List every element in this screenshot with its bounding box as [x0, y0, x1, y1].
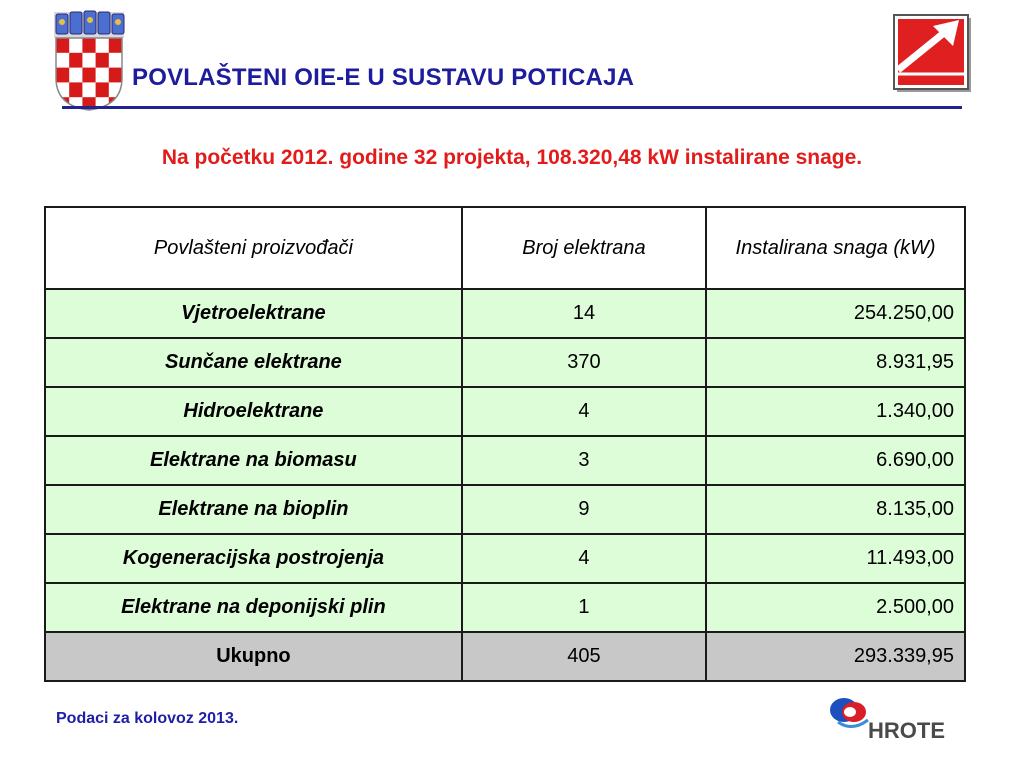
producer-category: Elektrane na deponijski plin: [45, 583, 462, 632]
installed-power: 2.500,00: [706, 583, 965, 632]
producer-category: Vjetroelektrane: [45, 289, 462, 338]
producer-category: Elektrane na biomasu: [45, 436, 462, 485]
installed-power: 8.135,00: [706, 485, 965, 534]
plant-count: 9: [462, 485, 706, 534]
installed-power: 254.250,00: [706, 289, 965, 338]
installed-power: 8.931,95: [706, 338, 965, 387]
producer-category: Sunčane elektrane: [45, 338, 462, 387]
hrote-logo-text: HROTE: [868, 718, 945, 743]
plant-count: 370: [462, 338, 706, 387]
summary-text: Na početku 2012. godine 32 projekta, 108.320,48 kW instalirane snage.: [161, 146, 863, 169]
growth-arrow-logo-icon: [893, 14, 973, 94]
producer-category: Kogeneracijska postrojenja: [45, 534, 462, 583]
total-count: 405: [462, 632, 706, 681]
producer-category: Elektrane na bioplin: [45, 485, 462, 534]
plant-count: 1: [462, 583, 706, 632]
table-header-row: [45, 207, 965, 289]
total-label: Ukupno: [45, 632, 462, 681]
installed-power: 1.340,00: [706, 387, 965, 436]
installed-power: 6.690,00: [706, 436, 965, 485]
header-divider: [62, 106, 962, 109]
table-row: [45, 387, 965, 436]
table-row: [45, 436, 965, 485]
column-header-power: Instalirana snaga (kW): [706, 207, 965, 289]
producers-table: [44, 206, 966, 682]
page-title: POVLAŠTENI OIE-E U SUSTAVU POTICAJA: [132, 64, 635, 91]
plant-count: 3: [462, 436, 706, 485]
producer-category: Hidroelektrane: [45, 387, 462, 436]
table-row: [45, 485, 965, 534]
table-row: [45, 289, 965, 338]
plant-count: 14: [462, 289, 706, 338]
croatian-coat-of-arms-icon: [50, 8, 128, 112]
table-row: [45, 583, 965, 632]
plant-count: 4: [462, 387, 706, 436]
hrote-logo-icon: [824, 692, 960, 748]
column-header-producers: Povlašteni proizvođači: [45, 207, 462, 289]
plant-count: 4: [462, 534, 706, 583]
table-row: [45, 338, 965, 387]
data-date-note: Podaci za kolovoz 2013.: [56, 710, 239, 727]
table-row: [45, 534, 965, 583]
installed-power: 11.493,00: [706, 534, 965, 583]
total-power: 293.339,95: [706, 632, 965, 681]
table-total-row: [45, 632, 965, 681]
column-header-count: Broj elektrana: [462, 207, 706, 289]
